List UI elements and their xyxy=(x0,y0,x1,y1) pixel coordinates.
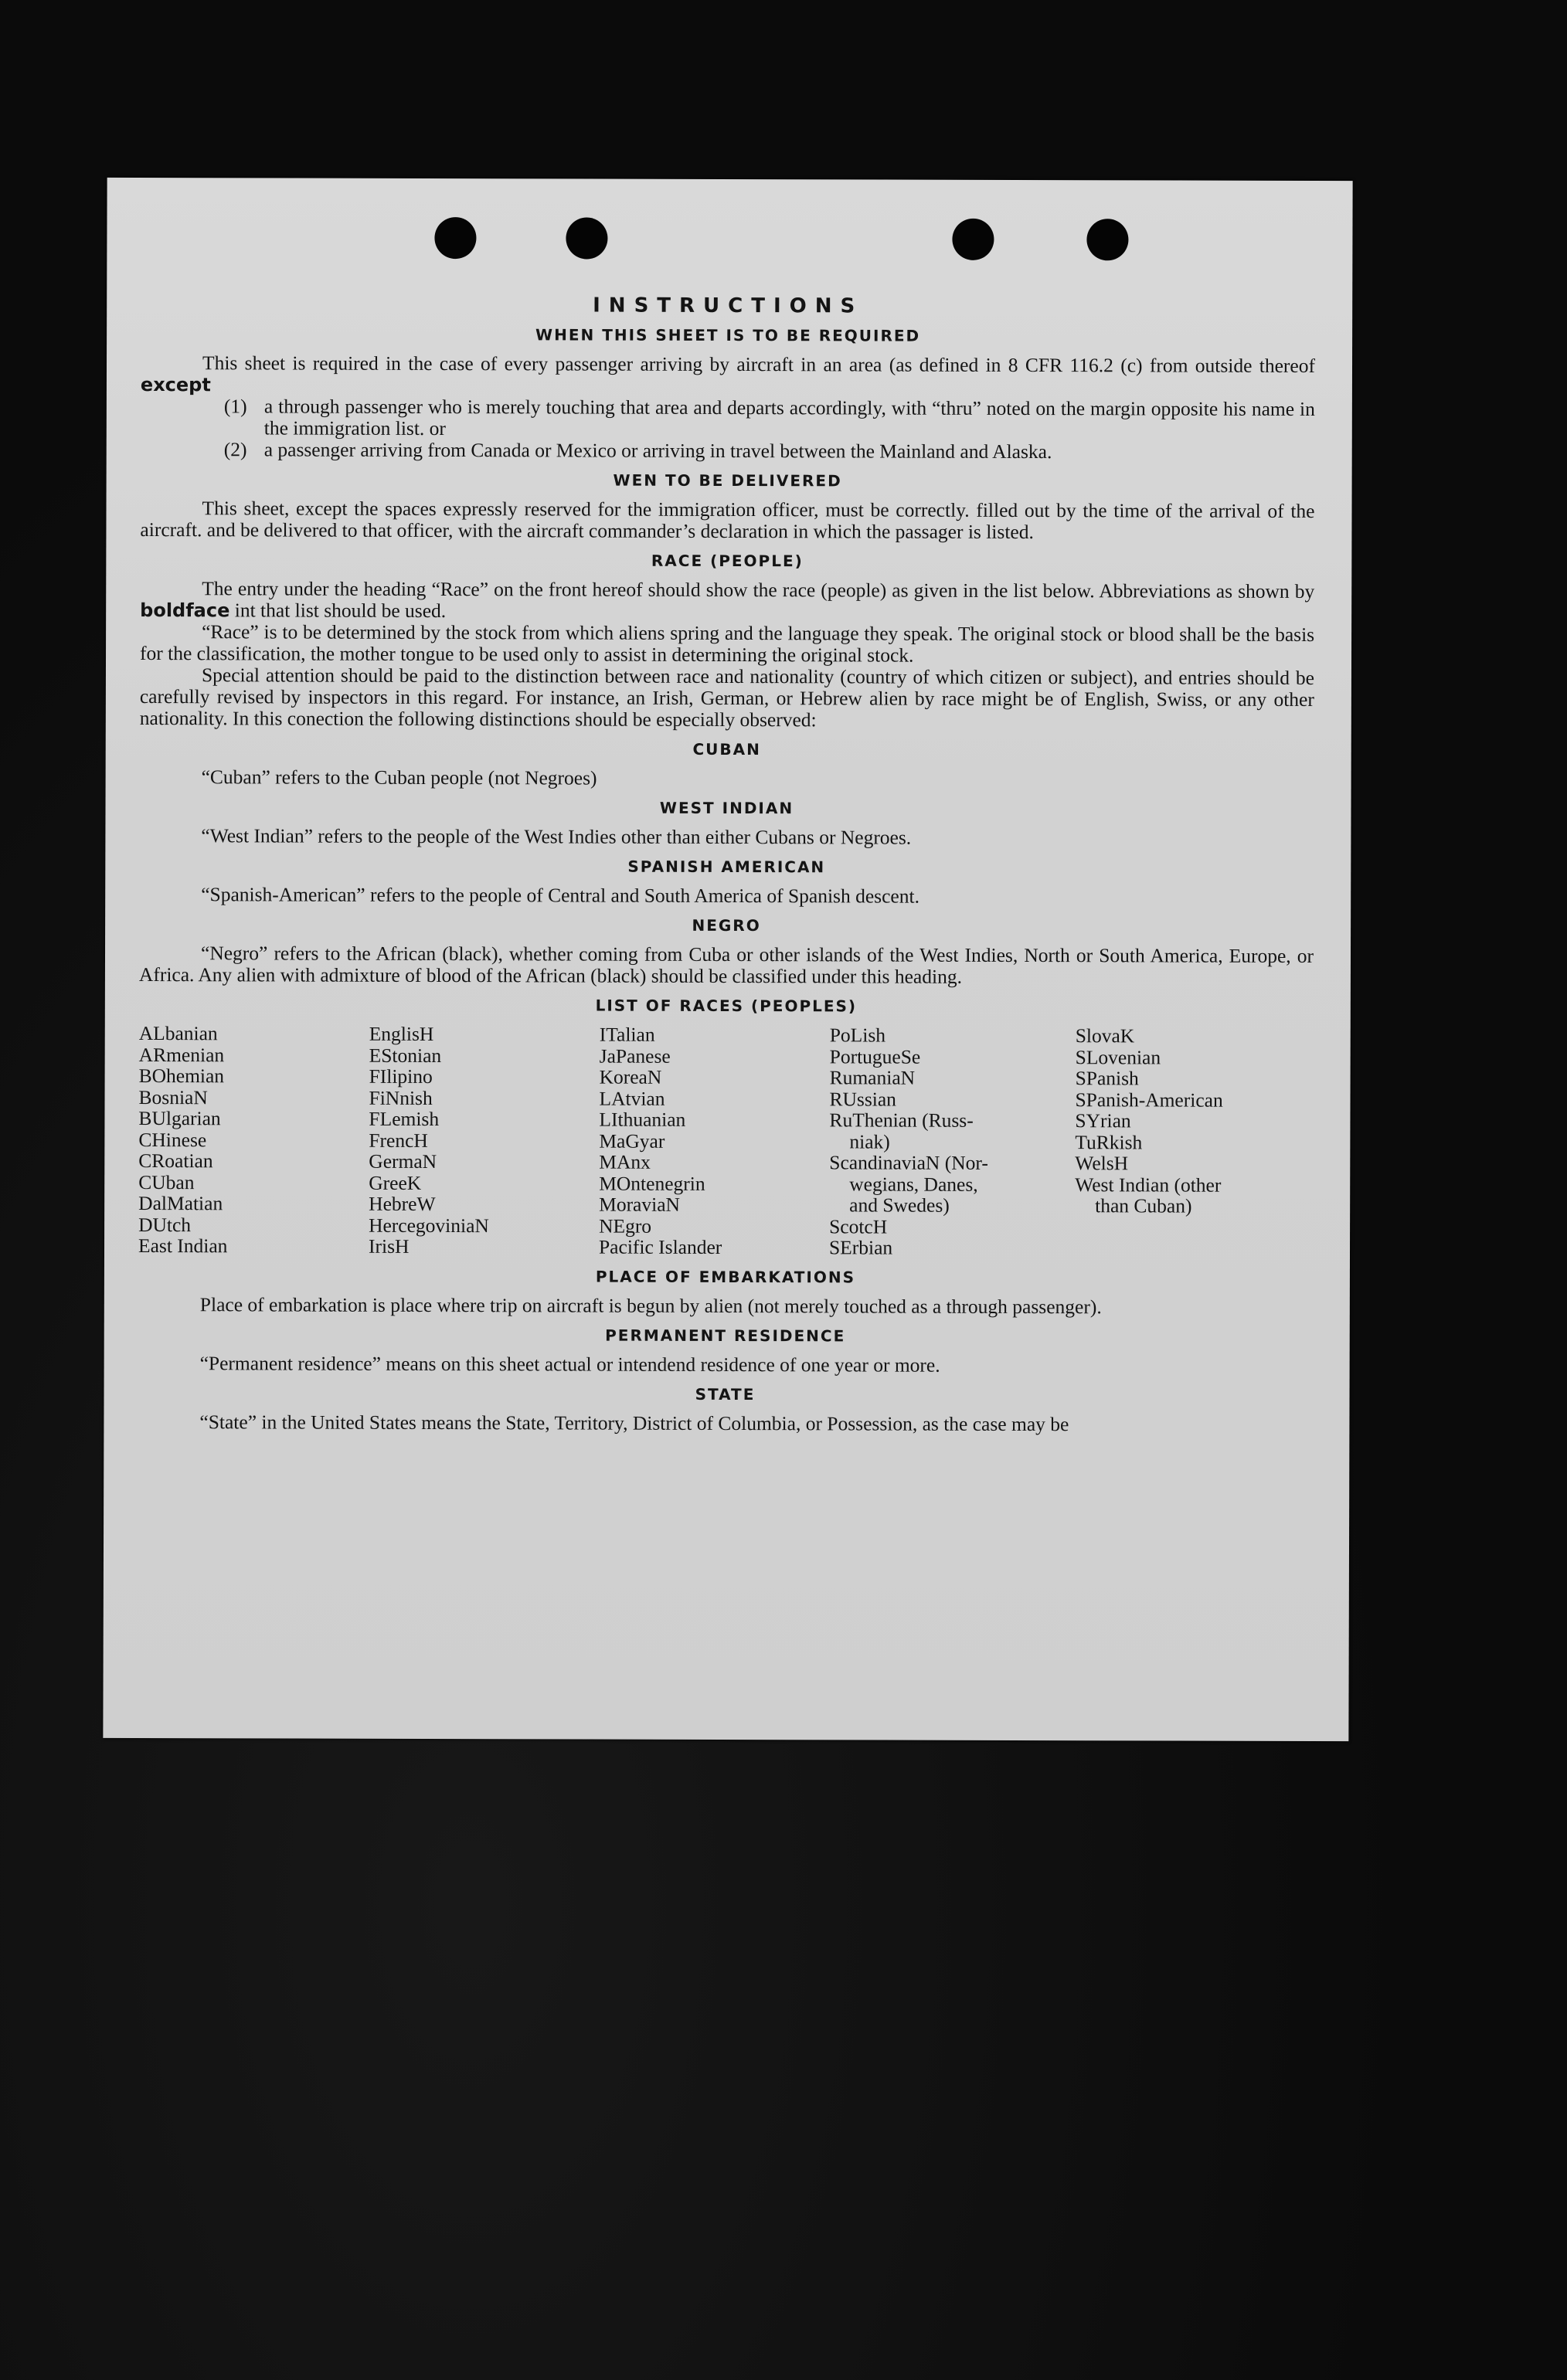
race-item: RumaniaN xyxy=(829,1066,916,1089)
intro-text: This sheet is required in the case of every passenger arriving by aircraft in an area (as defined in 8 CFR 116.2 (c) from outside thereof xyxy=(202,351,1316,377)
race-item: HebreW xyxy=(369,1192,436,1216)
punch-hole xyxy=(566,217,607,259)
item-number: (1) xyxy=(223,395,247,418)
race-item: PoLish xyxy=(829,1024,886,1047)
intro-bold: except xyxy=(140,374,211,396)
race-item: East Indian xyxy=(138,1234,228,1258)
race-p1-bold: boldface xyxy=(140,599,230,622)
section-title-embarkation: PLACE OF EMBARKATIONS xyxy=(595,1267,856,1286)
race-item: EnglisH xyxy=(369,1022,434,1046)
list-item xyxy=(141,396,1315,442)
race-item: SLovenian xyxy=(1075,1045,1161,1068)
section-title-negro: NEGRO xyxy=(692,915,761,935)
race-item: MoraviaN xyxy=(599,1193,681,1216)
race-item: DUtch xyxy=(138,1213,192,1236)
races-list xyxy=(138,1023,1314,1259)
race-item: ScandinaviaN (Nor- xyxy=(829,1151,988,1174)
when-delivered-text: This sheet, except the spaces expressly reserved for the immigration officer, must be correctly. filled out by the time of the arrival of the aircraft. and be delivered to that officer, with the aircraft commander’s declaration in which the passager is listed. xyxy=(140,497,1315,544)
race-item: BosniaN xyxy=(138,1085,208,1109)
race-item: HercegoviniaN xyxy=(369,1214,489,1237)
when-required-intro xyxy=(141,352,1315,399)
embarkation-text: Place of embarkation is place where trip on aircraft is begun by alien (not merely touched as a through passenger). xyxy=(199,1292,1102,1318)
race-item: MOntenegrin xyxy=(599,1172,705,1195)
negro-text: “Negro” refers to the African (black), whether coming from Cuba or other islands of the West Indies, North or South America, Europe, or Africa. Any alien with admixture of blood of the African (black) should be classified under this heading. xyxy=(138,942,1314,988)
race-item: MAnx xyxy=(599,1150,651,1173)
section-title-state: STATE xyxy=(695,1384,756,1404)
section-title-residence: PERMANENT RESIDENCE xyxy=(605,1326,846,1345)
race-item-continued: and Swedes) xyxy=(849,1193,950,1217)
race-item-continued: niak) xyxy=(849,1129,890,1153)
race-item: SlovaK xyxy=(1075,1024,1135,1047)
races-column xyxy=(829,1024,1076,1258)
residence-text: “Permanent residence” means on this sheet actual or intendend residence of one year or more. xyxy=(199,1351,940,1377)
race-item-continued: wegians, Danes, xyxy=(849,1172,978,1196)
section-title-cuban: CUBAN xyxy=(692,739,761,759)
race-item: BOhemian xyxy=(138,1064,225,1088)
item-text: a through passenger who is merely touching that area and departs accordingly, with “thru” noted on the margin opposite his name in the immigration list. or xyxy=(263,395,1315,440)
race-item: RUssian xyxy=(829,1087,897,1111)
race-item: SErbian xyxy=(828,1236,893,1259)
race-item-continued: than Cuban) xyxy=(1095,1194,1192,1217)
race-paragraph-2: “Race” is to be determined by the stock from which aliens spring and the language they speak. The original stock or blood shall be the basis for the classification, the mother tongue to be used only to assist in determining the original stock. xyxy=(139,620,1315,667)
race-item: FrencH xyxy=(369,1129,428,1152)
races-column xyxy=(138,1023,369,1257)
race-item: ARmenian xyxy=(138,1043,225,1066)
race-paragraph-3: Special attention should be paid to the distinction between race and nationality (country of which citizen or subject), and entries should be carefully revised by inspectors in this regard. For instance, an Irish, German, or Hebrew alien by race might be of English, Swiss, or any other nationality. In this conection the following distinctions should be especially observed: xyxy=(139,664,1314,732)
race-p1-text: The entry under the heading “Race” on the front hereof should show the race (people) as given in the list below. Abbreviations as shown by xyxy=(202,577,1315,603)
race-item: Pacific Islander xyxy=(598,1235,722,1258)
punch-hole xyxy=(952,219,994,260)
item-text: a passenger arriving from Canada or Mexico or arriving in travel between the Mainland and Alaska. xyxy=(263,438,1052,463)
spanish-american-text: “Spanish-American” refers to the people of Central and South America of Spanish descent. xyxy=(201,883,920,908)
west-indian-text: “West Indian” refers to the people of the West Indies other than either Cubans or Negroes. xyxy=(201,824,912,849)
cuban-text: “Cuban” refers to the Cuban people (not Negroes) xyxy=(201,766,597,789)
race-item: LIthuanian xyxy=(599,1108,686,1131)
race-item: FLemish xyxy=(369,1107,440,1131)
punch-hole xyxy=(1086,219,1128,260)
race-item: SYrian xyxy=(1075,1109,1131,1132)
race-item: LAtvian xyxy=(599,1087,665,1110)
race-item: ALbanian xyxy=(138,1022,218,1045)
races-column xyxy=(599,1024,830,1258)
section-title-race: RACE (PEOPLE) xyxy=(651,551,804,571)
race-item: GermaN xyxy=(369,1149,437,1173)
race-item: KoreaN xyxy=(599,1065,662,1088)
race-item: JaPanese xyxy=(599,1044,671,1068)
list-item xyxy=(141,439,1315,463)
race-item: WelsH xyxy=(1075,1152,1129,1175)
item-number: (2) xyxy=(223,438,247,461)
race-item: NEgro xyxy=(599,1214,652,1238)
race-item: PortugueSe xyxy=(829,1044,921,1068)
race-item: SPanish xyxy=(1075,1067,1139,1090)
section-title-when-delivered: WEN TO BE DELIVERED xyxy=(613,470,842,491)
document-sheet xyxy=(103,178,1352,1741)
race-item: ScotcH xyxy=(829,1214,888,1238)
section-title-when-required: WHEN THIS SHEET IS TO BE REQUIRED xyxy=(535,325,921,345)
instructions-content xyxy=(138,294,1315,1435)
section-title-races: LIST OF RACES (PEOPLES) xyxy=(595,996,858,1016)
race-item: FIlipino xyxy=(369,1064,433,1088)
race-item: BUlgarian xyxy=(138,1107,221,1130)
race-p1-text-end: int that list should be used. xyxy=(234,599,447,623)
race-item: CHinese xyxy=(138,1128,207,1151)
race-item: FiNnish xyxy=(369,1086,433,1109)
race-item: CUban xyxy=(138,1170,195,1193)
race-item: RuThenian (Russ- xyxy=(829,1109,974,1132)
race-item: CRoatian xyxy=(138,1149,213,1173)
page-title: INSTRUCTIONS xyxy=(593,294,864,318)
punch-hole xyxy=(434,217,476,259)
race-paragraph-1 xyxy=(140,578,1314,624)
race-item: TuRkish xyxy=(1075,1130,1143,1153)
race-item: West Indian (other xyxy=(1075,1173,1222,1197)
race-item: IrisH xyxy=(368,1234,410,1258)
race-item: MaGyar xyxy=(599,1129,665,1153)
section-title-spanish-american: SPANISH AMERICAN xyxy=(627,857,826,877)
race-item: GreeK xyxy=(369,1171,422,1194)
race-item: EStonian xyxy=(369,1044,442,1067)
state-text: “State” in the United States means the State, Territory, District of Columbia, or Possession, as the case may be xyxy=(199,1410,1069,1435)
races-column xyxy=(369,1024,600,1258)
race-item: ITalian xyxy=(599,1023,655,1046)
section-title-west-indian: WEST INDIAN xyxy=(659,798,794,818)
races-column xyxy=(1075,1025,1314,1259)
race-item: SPanish-American xyxy=(1075,1088,1223,1112)
race-item: DalMatian xyxy=(138,1192,223,1215)
